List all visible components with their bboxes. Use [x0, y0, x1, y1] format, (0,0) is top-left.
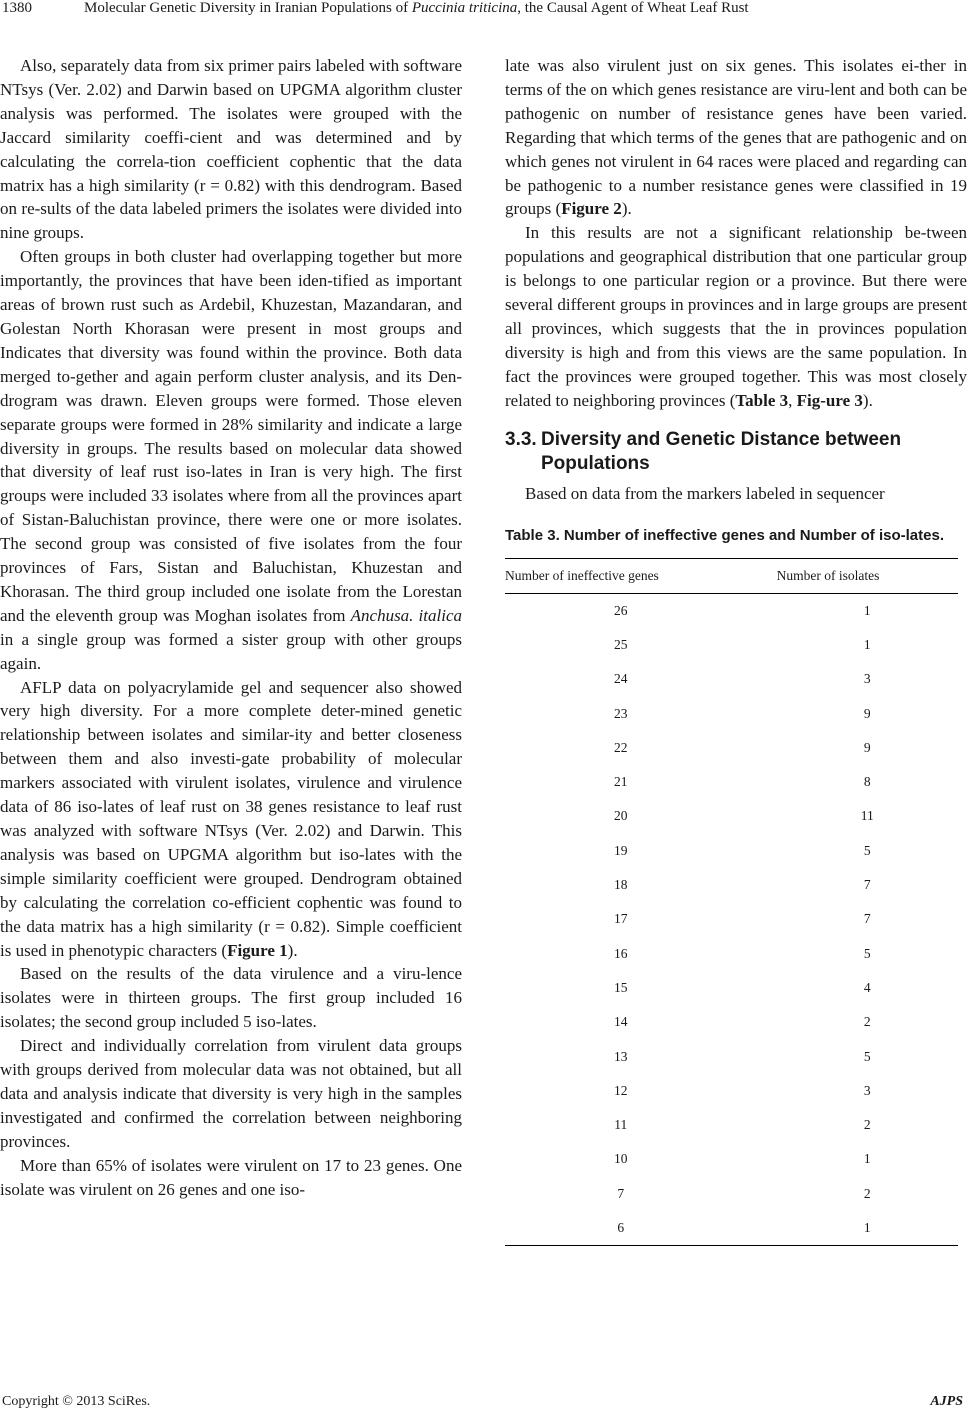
paragraph: Based on the results of the data virulence and a viru-lence isolates were in thirteen groups. The first group included 16 isolates; the second group included 5 iso-lates. [0, 964, 462, 1032]
cell-isolates: 9 [863, 739, 871, 755]
figure-reference: Figure 2 [561, 199, 622, 219]
cell-ineffective-genes: 21 [614, 774, 628, 790]
cell-isolates: 5 [863, 842, 871, 858]
table-row [505, 765, 958, 799]
cell-isolates: 4 [863, 979, 871, 995]
section-heading [505, 428, 967, 476]
cell-isolates: 8 [863, 774, 871, 790]
cell-isolates: 2 [863, 1185, 871, 1201]
cell-isolates: 7 [863, 877, 871, 893]
table-reference: Table 3 [735, 390, 789, 410]
right-column [505, 54, 967, 1246]
cell-isolates: 9 [863, 705, 871, 721]
table-row [505, 696, 958, 730]
table-row [505, 1177, 958, 1211]
figure-reference: Figure 1 [227, 940, 288, 960]
left-column [0, 54, 462, 1202]
paragraph: Based on data from the markers labeled in sequencer [525, 483, 885, 503]
table-row [505, 1039, 958, 1073]
running-header [0, 0, 967, 26]
cell-ineffective-genes: 6 [505, 1211, 777, 1246]
cell-isolates: 1 [777, 1211, 958, 1246]
cell-ineffective-genes: 12 [614, 1082, 628, 1098]
cell-ineffective-genes: 15 [614, 979, 628, 995]
paragraph [505, 54, 967, 221]
species-name: Anchusa. italica [350, 605, 462, 625]
running-title [84, 0, 749, 17]
paragraph-text: , [788, 390, 797, 410]
table-row [505, 799, 958, 833]
cell-isolates: 5 [863, 1048, 871, 1064]
table-header-row [505, 558, 958, 593]
section-title-line: Populations [541, 452, 650, 474]
table-row [505, 1211, 958, 1246]
cell-ineffective-genes: 13 [614, 1048, 628, 1064]
cell-ineffective-genes: 23 [614, 705, 628, 721]
table-3 [505, 558, 958, 1247]
paragraph [0, 245, 462, 675]
table-body [505, 593, 958, 1246]
paragraph [0, 676, 462, 963]
cell-isolates: 5 [863, 945, 871, 961]
cell-ineffective-genes: 10 [614, 1151, 628, 1167]
table-row [505, 1074, 958, 1108]
paragraph-text: late was also virulent just on six genes. This isolates ei-ther in terms of the on which genes resistance are viru-lent and both can be pathogenic on number of resistance genes have been varied. Regarding that which terms of the genes that are pathogenic and on which genes not virulent in 64 races were placed and regarding can be pathogenic to a number resistance genes were classified in 19 groups ( [505, 56, 967, 219]
section-number: 3.3. [505, 428, 537, 450]
paragraph [505, 221, 967, 412]
paragraph-text: Often groups in both cluster had overlapping together but more importantly, the provinces that have been iden-tified as important areas of brown rust such as Ardebil, Khuzestan, Mazandaran, and Golestan North Khorasan were present in most groups and Indicates that diversity was found within the province. Both data merged to-gether and again perform cluster analysis, and its Den-drogram was drawn. Eleven groups were formed. Those eleven separate groups were formed in 28% similarity and indicate a large diversity in groups. The results based on molecular data showed that diversity of leaf rust iso-lates in Iran is very high. The first groups were included 33 isolates where from all the provinces apart of Sistan-Baluchistan province, there were one or more isolates. The second group was consisted of five isolates from the four provinces of Fars, Sistan and Baluchistan, Khuzestan and Khorasan. The third group included one isolate from the Lorestan and the eleventh group was Moghan isolates from [0, 247, 462, 625]
copyright: Copyright © 2013 SciRes. [2, 1394, 151, 1409]
page-number: 1380 [2, 0, 32, 16]
running-title-part: Molecular Genetic Diversity in Iranian Populations of [84, 0, 412, 16]
table-caption: Table 3. Number of ineffective genes and Number of iso-lates. [505, 526, 944, 544]
table-row [505, 902, 958, 936]
running-title-species: Puccinia triticina [411, 0, 518, 16]
paragraph-text: In this results are not a significant relationship be-tween populations and geographical distribution that one particular group is belongs to one particular region or a province. But there were several different groups in provinces and in large groups are present all provinces, which suggests that the in provinces population diversity is high and from this views are the same population. In fact the provinces were grouped together. This was most closely related to neighboring provinces ( [505, 223, 967, 410]
cell-isolates: 7 [863, 911, 871, 927]
running-title-part: , the Causal Agent of Wheat Leaf Rust [517, 0, 749, 16]
figure-reference: Fig-ure 3 [796, 390, 863, 410]
table-row [505, 662, 958, 696]
paragraph-text: ). [287, 940, 298, 960]
cell-isolates: 1 [863, 1151, 871, 1167]
paragraph-text: AFLP data on polyacrylamide gel and sequencer also showed very high diversity. For a more complete deter-mined genetic relationship between isolates and similar-ity and better closeness between them and also investi-gate probability of molecular markers associated with virulent isolates, virulence and virulence data of 86 iso-lates of leaf rust on 38 genes resistance to leaf rust was analyzed with software NTsys (Ver. 2.02) and Darwin. This analysis was based on UPGMA algorithm but iso-lates with the simple similarity coefficient were grouped. Dendrogram obtained by calculating the correlation co-efficient cophentic was found to the data matrix has a high similarity (r = 0.82). Simple coefficient is used in phenotypic characters ( [0, 677, 462, 960]
table-row [505, 1005, 958, 1039]
cell-ineffective-genes: 11 [614, 1117, 628, 1133]
paragraph: More than 65% of isolates were virulent on 17 to 23 genes. One isolate was virulent on 26 genes and one iso- [0, 1155, 462, 1199]
table-row [505, 868, 958, 902]
paragraph: Also, separately data from six primer pairs labeled with software NTsys (Ver. 2.02) and Darwin based on UPGMA algorithm cluster analysis was performed. The isolates were grouped with the Jaccard similarity coeffi-cient and was determined and by calculating the correla-tion coefficient cophentic that the data matrix has a high similarity (r = 0.82) with this dendrogram. Based on re-sults of the data labeled primers the isolates were divided into nine groups. [0, 56, 462, 243]
cell-ineffective-genes: 25 [614, 636, 628, 652]
cell-isolates: 3 [863, 671, 871, 687]
cell-ineffective-genes: 19 [614, 842, 628, 858]
cell-ineffective-genes: 18 [614, 877, 628, 893]
cell-isolates: 2 [863, 1014, 871, 1030]
cell-isolates: 3 [863, 1082, 871, 1098]
paragraph: Direct and individually correlation from virulent data groups with groups derived from molecular data was not obtained, but all data and analysis indicate that diversity is very high in the samples investigated and confirmed the correlation between neighboring provinces. [0, 1036, 462, 1151]
cell-isolates: 11 [860, 808, 874, 824]
section-title-line: Diversity and Genetic Distance between [541, 428, 902, 450]
column-header: Number of isolates [777, 558, 958, 593]
cell-ineffective-genes: 24 [614, 671, 628, 687]
paragraph-text: ). [862, 390, 873, 410]
column-header: Number of ineffective genes [505, 558, 777, 593]
paragraph-text: ). [621, 199, 632, 219]
cell-isolates: 1 [863, 636, 871, 652]
cell-ineffective-genes: 22 [614, 739, 628, 755]
table-row [505, 628, 958, 662]
paragraph-text: in a single group was formed a sister group with other groups again. [0, 629, 462, 673]
cell-isolates: 1 [863, 602, 871, 618]
table-row [505, 731, 958, 765]
table-row [505, 834, 958, 868]
cell-isolates: 2 [863, 1117, 871, 1133]
table-row [505, 1108, 958, 1142]
cell-ineffective-genes: 20 [614, 808, 628, 824]
cell-ineffective-genes: 17 [614, 911, 628, 927]
cell-ineffective-genes: 7 [617, 1185, 625, 1201]
cell-ineffective-genes: 26 [614, 602, 628, 618]
table-row [505, 593, 958, 628]
cell-ineffective-genes: 14 [614, 1014, 628, 1030]
cell-ineffective-genes: 16 [614, 945, 628, 961]
table-row [505, 971, 958, 1005]
table-row [505, 1142, 958, 1176]
table-row [505, 936, 958, 970]
journal-name: AJPS [930, 1394, 963, 1409]
